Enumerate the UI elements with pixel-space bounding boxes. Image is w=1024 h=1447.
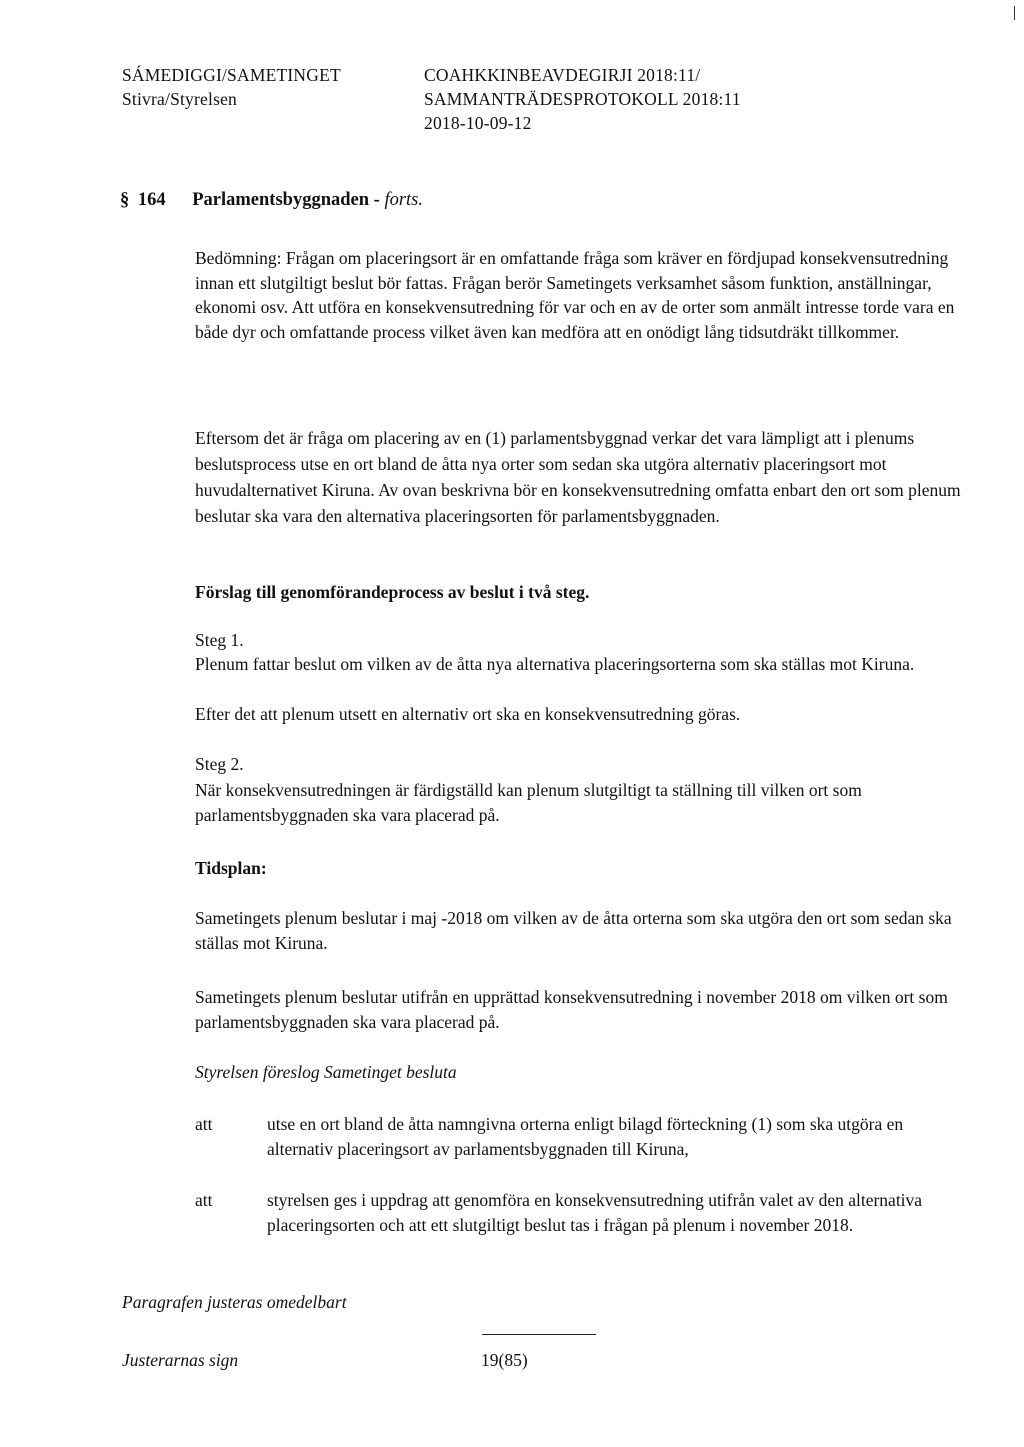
- section-number: 164: [137, 190, 166, 210]
- step2-label: Steg 2.: [195, 754, 244, 774]
- page-number: 19(85): [481, 1350, 528, 1370]
- placement-paragraph: Eftersom det är fråga om placering av en (1) parlamentsbyggnad verkar det vara lämpligt att i plenums beslutsprocess utse en ort bland de åtta nya orter som sedan ska utgöra alternativ placeringsort mot huvudalternativet Kiruna. Av ovan beskrivna bör en konsekvensutredning omfatta enbart den ort som plenum beslutar ska vara den alternativa placeringsorten för parlamentsbyggnaden.: [195, 428, 961, 526]
- justerarnas-sign-label: Justerarnas sign: [122, 1350, 239, 1370]
- step1-text: Plenum fattar beslut om vilken av de åtta nya alternativa placeringsorterna som ska ställas mot Kiruna.: [195, 654, 915, 674]
- scan-edge-mark: [1014, 6, 1015, 20]
- header-dept: Stivra/Styrelsen: [122, 89, 237, 109]
- decision-label: att: [195, 1114, 213, 1134]
- step1-label: Steg 1.: [195, 630, 244, 650]
- header-org: SÁMEDIGGI/SAMETINGET: [122, 65, 341, 85]
- timeline-paragraph-2: Sametingets plenum beslutar utifrån en upprättad konsekvensutredning i november 2018 om vilken ort som parlamentsbyggnaden ska vara placerad på.: [195, 987, 948, 1032]
- assessment-paragraph: Bedömning: Frågan om placeringsort är en omfattande fråga som kräver en fördjupad konsekvensutredning innan ett slutgiltigt beslut bör fattas. Frågan berör Sametingets verksamhet såsom funktion, anställningar, ekonomi osv. Att utföra en konsekvensutredning för var och en av de orter som anmält intresse torde vara en både dyr och omfattande process vilket även kan medföra att en onödigt lång tidsutdräkt tillkommer.: [195, 248, 955, 342]
- section-title-suffix: forts.: [384, 190, 424, 210]
- adjusted-note: Paragrafen justeras omedelbart: [122, 1292, 347, 1312]
- decision-text: styrelsen ges i uppdrag att genomföra en konsekvensutredning utifrån valet av den alternativa placeringsorten och att ett slutgiltigt beslut tas i frågan på plenum i november 2018.: [267, 1190, 923, 1235]
- section-title: Parlamentsbyggnaden -: [192, 190, 380, 210]
- section-heading: [120, 187, 423, 213]
- step1-followup: Efter det att plenum utsett en alternativ ort ska en konsekvensutredning göras.: [195, 704, 741, 724]
- board-proposal-heading: Styrelsen föreslog Sametinget besluta: [195, 1062, 457, 1082]
- header-doc-title-1: COAHKKINBEAVDEGIRJI 2018:11/: [424, 65, 701, 85]
- header-doc-title-2: SAMMANTRÄDESPROTOKOLL 2018:11: [424, 89, 741, 109]
- signature-line: [482, 1334, 596, 1335]
- step2-text: När konsekvensutredningen är färdigställd kan plenum slutgiltigt ta ställning till vilken ort som parlamentsbyggnaden ska vara placerad på.: [195, 780, 862, 825]
- decision-label: att: [195, 1190, 213, 1210]
- header-date: 2018-10-09-12: [424, 113, 532, 133]
- decision-text: utse en ort bland de åtta namngivna orterna enligt bilagd förteckning (1) som ska utgöra en alternativ placeringsort av parlamentsbyggnaden till Kiruna,: [267, 1114, 904, 1159]
- section-symbol: §: [120, 190, 130, 210]
- timeline-heading: Tidsplan:: [195, 858, 267, 878]
- proposal-heading: Förslag till genomförandeprocess av beslut i två steg.: [195, 582, 590, 602]
- timeline-paragraph-1: Sametingets plenum beslutar i maj -2018 om vilken av de åtta orterna som ska utgöra den ort som sedan ska ställas mot Kiruna.: [195, 908, 952, 953]
